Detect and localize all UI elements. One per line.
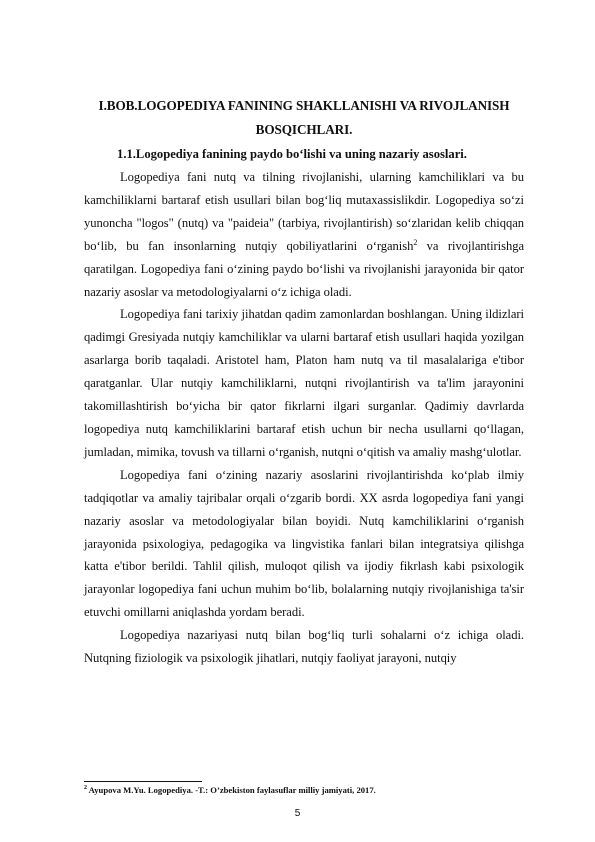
footnote-reference: 2 bbox=[413, 237, 418, 247]
chapter-title: I.BOB.LOGOPEDIYA FANINING SHAKLLANISHI VA RIVOJLANISH BOSQICHLARI. bbox=[98, 98, 510, 137]
footnote bbox=[84, 785, 524, 796]
page-number: 5 bbox=[294, 808, 301, 819]
paragraph-4: Logopediya nazariyasi nutq bilan bog‘liq turli sohalarni o‘z ichiga oladi. Nutqning fiziologik va psixologik jihatlari, nutqiy faoliyat jarayoni, nutqiy bbox=[84, 628, 524, 666]
paragraph-1-text-continued: va rivojlantirishga qaratilgan. Logopediya fani o‘zining paydo bo‘lishi va rivojlanishi jarayonida bir qator nazariy asoslar va metodologiyalarni o‘z ichiga oladi. bbox=[84, 238, 524, 299]
footnote-divider bbox=[84, 781, 202, 782]
footnote-number: 2 bbox=[84, 785, 87, 792]
footnote-text: Ayupova M.Yu. Logopediya. -T.: O’zbekiston faylasuflar milliy jamiyati, 2017. bbox=[87, 785, 376, 795]
paragraph-3: Logopediya fani o‘zining nazariy asoslarini rivojlantirishda ko‘plab ilmiy tadqiqotlar va amaliy tajribalar orqali o‘zgarib bordi. XX asrda logopediya fani yangi nazariy asoslar va metodologiyalar bilan boyidi. Nutq kamchiliklarini o‘rganish jarayonida psixologiya, pedagogika va lingvistika fanlari bilan integratsiya qilishga katta e'tibor berildi. Tahlil qilish, muloqot qilish va ijodiy fikrlash kabi psixologik jarayonlar logopediya fani uchun muhim bo‘lib, bolalarning nutqiy rivojlanishiga ta'sir etuvchi omillarni aniqlashda yordam beradi. bbox=[84, 467, 524, 620]
paragraph-1-text: Logopediya fani nutq va tilning rivojlanishi, ularning kamchiliklari va bu kamchiliklarni bartaraf etish usullari bilan bog‘liq mutaxassislikdir. Logopediya so‘zi yunoncha "logos" (nutq) va "paideia" (tarbiya, rivojlantirish) so‘zlaridan kelib chiqqan bo‘lib, bu fan insonlarning nutqiy qobiliyatlarini o‘rganish bbox=[84, 170, 524, 253]
page-body bbox=[84, 94, 524, 670]
section-title: 1.1.Logopediya fanining paydo bo‘lishi va uning nazariy asoslari. bbox=[117, 147, 467, 161]
paragraph-1 bbox=[84, 166, 524, 303]
paragraph-2: Logopediya fani tarixiy jihatdan qadim zamonlardan boshlangan. Uning ildizlari qadimgi Gresiyada nutqiy kamchiliklar va ularni bartaraf etish usullari haqida yozilgan asarlarga borib taqaladi. Aristotel ham, Platon ham nutq va til masalalariga e'tibor qaratganlar. Ular nutqiy kamchiliklarni, nutqni rivojlantirish va ta'lim jarayonini takomillashtirish bo‘yicha bir qator fikrlarni ilgari surganlar. Qadimiy davrlarda logopediya nutq kamchiliklarini bartaraf etish uchun bir necha usullarni qo‘llagan, jumladan, mimika, tovush va tillarni o‘rganish, nutqni o‘qitish va amaliy mashg‘ulotlar. bbox=[84, 307, 524, 459]
